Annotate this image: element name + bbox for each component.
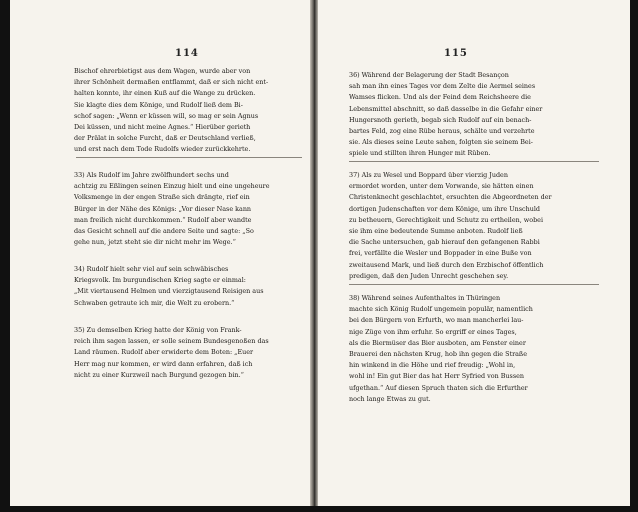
scan-border-left <box>0 0 10 512</box>
section-divider <box>76 157 302 158</box>
book-gutter <box>310 0 318 512</box>
scan-border-bottom <box>0 506 638 512</box>
paragraph-34: 34) Rudolf hielt sehr viel auf sein schwäbisches Kriegsvolk. Im burgundischen Krieg sagte er einmal: „Mit viertausend Helmen und vierzigtausend Reisigen aus Schwaben getraute ich mir, die Welt zu erobern.“ <box>74 265 264 307</box>
section-divider <box>349 161 599 162</box>
page-number: 115 <box>444 48 468 59</box>
paragraph-35: 35) Zu demselben Krieg hatte der König von Frank- reich ihm sagen lassen, er solle seinem Bundesgenoßen das Land räumen. Rudolf aber erwiderte dem Boten: „Euer Herr mag nur kommen, er wird dann erfahren, daß ich nicht zu einer Kurzweil nach Burgund gezogen bin.“ <box>74 326 269 379</box>
paragraph-36: 36) Während der Belagerung der Stadt Besançon sah man ihn eines Tages vor dem Zelte die Aermel seines Wamses flicken. Und als der Feind dem Reichsheere die Lebensmittel abschnitt, so daß dasselbe in die Gefahr einer Hungersnoth gerieth, begab sich Rudolf auf ein benach- bartes Feld, zog eine Rübe heraus, schälte und verzehrte sie. Als dieses seine Leute sahen, folgten sie seinem Bei- spiele und stillten ihren Hunger mit Rüben. <box>349 71 543 158</box>
left-page <box>10 0 310 512</box>
scan-border-right <box>630 0 638 512</box>
paragraph-37: 37) Als zu Wesel und Boppard über vierzig Juden ermordet worden, unter dem Vorwande, sie hätten einen Christenknecht geschlachtet, ersuchten die Abgeordneten der dortigen Judenschaften vor dem Könige, um ihre Unschuld zu betheuern, Gerechtigkeit und Schutz zu ertheilen, wobei sie ihm eine bedeutende Summe anboten. Rudolf ließ die Sache untersuchen, gab hierauf den gefangenen Rabbi frei, verfällte die Wesler und Boppader in eine Buße von zweitausend Mark, und ließ durch den Erzbischof öffentlich predigen, daß den Juden Unrecht geschehen sey. <box>349 171 552 280</box>
right-page <box>318 0 630 512</box>
paragraph-38: 38) Während seines Aufenthaltes in Thüringen machte sich König Rudolf ungemein populär, namentlich bei den Bürgern von Erfurth, wo man mancherlei lau- nige Züge von ihm erfuhr. So ergriff er eines Tages, als die Biermüser das Bier ausboten, am Fenster einer Brauerei den nächsten Krug, hob ihn gegen die Straße hin winkend in die Höhe und rief freudig: „Wohl in, wohl in! Ein gut Bier das hat Herr Syfried von Bussen ufgethan.“ Auf diesen Spruch thaten sich die Erfurther noch lange Etwas zu gut. <box>349 294 533 403</box>
paragraph: Bischof ehrerbietigst aus dem Wagen, wurde aber von ihrer Schönheit dermaßen entflammt, daß er sich nicht ent- halten konnte, ihr einen Kuß auf die Wange zu drücken. Sie klagte dies dem Könige, und Rudolf ließ dem Bi- schof sagen: „Wenn er küssen will, so mag er sein Agnus Dei küssen, und nicht meine Agnes.“ Hierüber gerieth der Prälat in solche Furcht, daß er Deutschland verließ, und erst nach dem Tode Rudolfs wieder zurückkehrte. <box>74 67 269 154</box>
page-number: 114 <box>175 48 199 59</box>
paragraph-33: 33) Als Rudolf im Jahre zwölfhundert sechs und achtzig zu Eßlingen seinen Einzug hielt und eine ungeheure Volksmenge in der engen Straße sich drängte, rief ein Bürger in der Nähe des Königs: „Vor dieser Nase kann man freilich nicht durchkommen.“ Rudolf aber wandte das Gesicht schnell auf die andere Seite und sagte: „So gehe nun, jetzt steht sie dir nicht mehr im Wege.“ <box>74 171 270 247</box>
section-divider <box>349 284 599 285</box>
